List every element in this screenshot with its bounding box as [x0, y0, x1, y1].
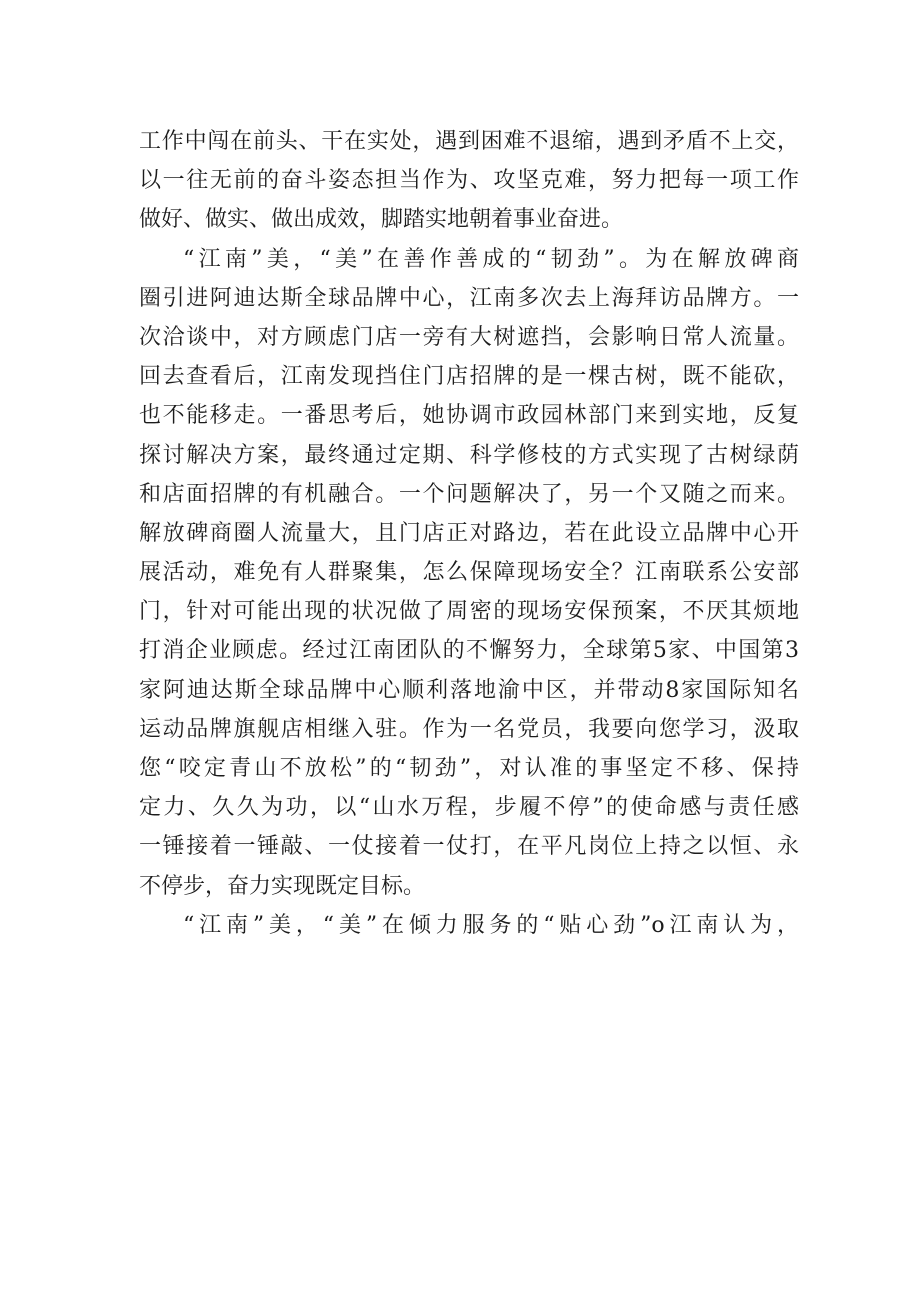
text-line-11: 解放碑商圈人流量大，且门店正对路边，若在此设立品牌中心开: [139, 520, 799, 546]
text-line-10: 和店面招牌的有机融合。一个问题解决了，另一个又随之而来。: [139, 481, 799, 507]
text-line-21: “江南”美，“美”在倾力服务的“贴心劲”o江南认为，: [183, 912, 799, 938]
text-line-18: 定力、久久为功，以“山水万程，步履不停”的使命感与责任感: [139, 795, 799, 821]
text-line-16: 运动品牌旗舰店相继入驻。作为一名党员，我要向您学习，汲取: [139, 716, 799, 742]
text-line-20: 不停步，奋力实现既定目标。: [139, 873, 426, 899]
text-line-1: 工作中闯在前头、干在实处，遇到困难不退缩，遇到矛盾不上交，: [139, 129, 799, 154]
text-line-7: 回去查看后，江南发现挡住门店招牌的是一棵古树，既不能砍，: [139, 364, 799, 390]
text-line-12: 展活动，难免有人群聚集，怎么保障现场安全？江南联系公安部: [139, 560, 799, 586]
text-line-14: 打消企业顾虑。经过江南团队的不懈努力，全球第5家、中国第3: [139, 638, 799, 664]
text-line-3: 做好、做实、做出成效，脚踏实地朝着事业奋进。: [139, 207, 624, 233]
text-line-5: 圈引进阿迪达斯全球品牌中心，江南多次去上海拜访品牌方。一: [139, 285, 799, 311]
text-line-4: “江南”美，“美”在善作善成的“韧劲”。为在解放碑商: [183, 246, 799, 272]
text-line-2: 以一往无前的奋斗姿态担当作为、攻坚克难，努力把每一项工作: [139, 168, 799, 194]
text-line-6: 次洽谈中，对方顾虑门店一旁有大树遮挡，会影响日常人流量。: [139, 324, 799, 350]
text-line-15: 家阿迪达斯全球品牌中心顺利落地渝中区，并带动8家国际知名: [139, 677, 799, 703]
text-line-19: 一锤接着一锤敲、一仗接着一仗打，在平凡岗位上持之以恒、永: [139, 834, 799, 860]
body-text: [139, 122, 799, 945]
text-line-13: 门，针对可能出现的状况做了周密的现场安保预案，不厌其烦地: [139, 599, 799, 625]
text-line-9: 探讨解决方案，最终通过定期、科学修枝的方式实现了古树绿荫: [139, 442, 799, 468]
text-line-8: 也不能移走。一番思考后，她协调市政园林部门来到实地，反复: [139, 403, 799, 429]
text-line-17: 您“咬定青山不放松”的“韧劲”，对认准的事坚定不移、保持: [139, 756, 799, 781]
